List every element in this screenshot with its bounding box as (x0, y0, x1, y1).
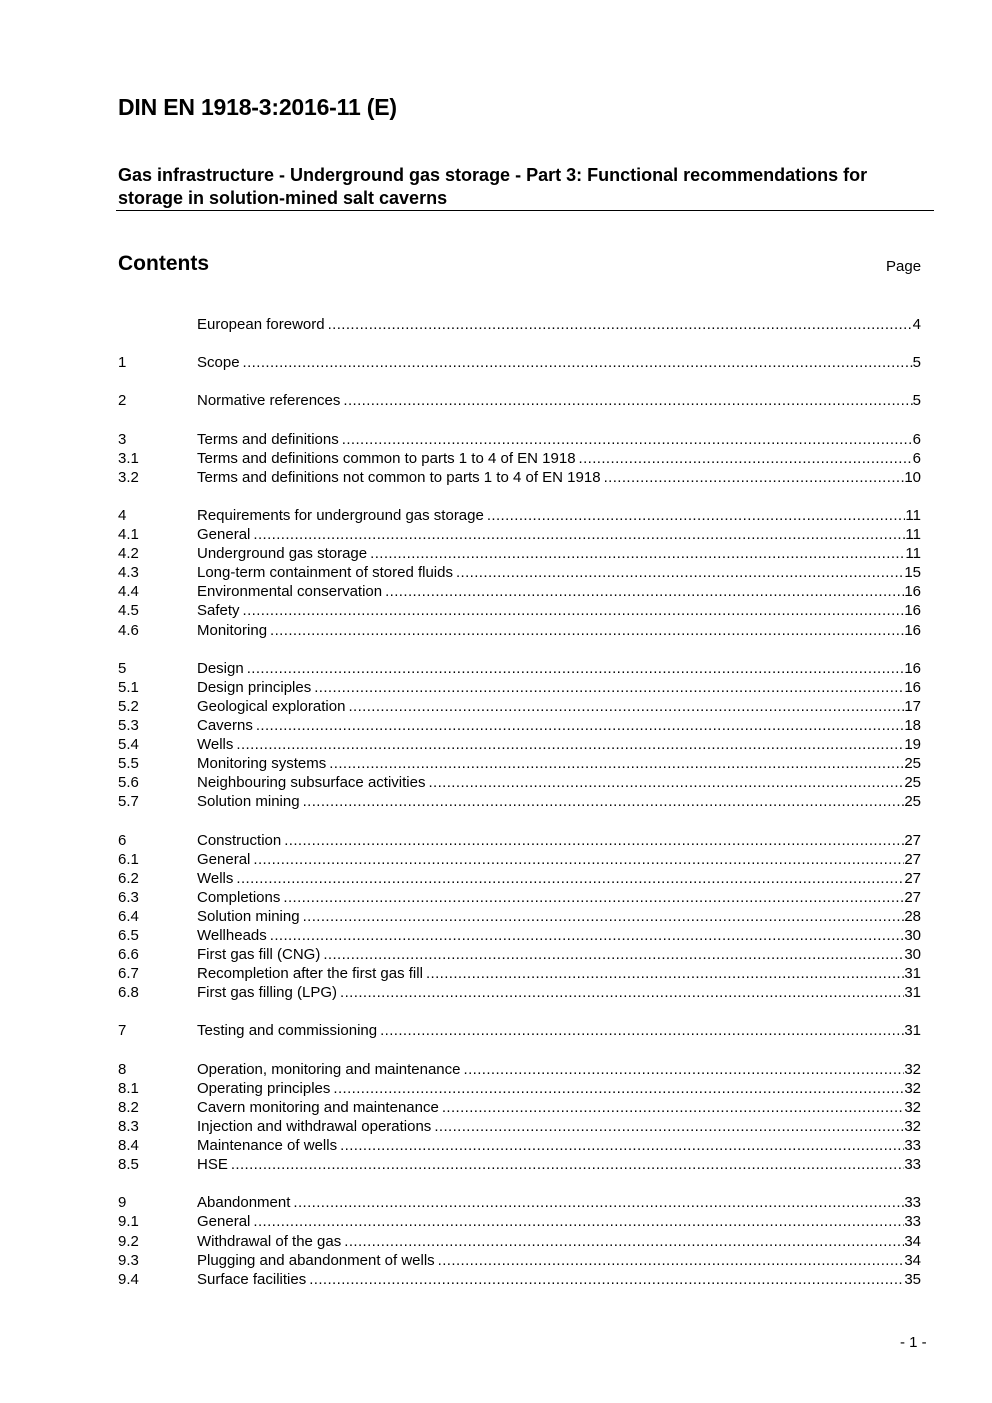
toc-entry-title: Terms and definitions common to parts 1 to 4 of EN 1918 (197, 449, 576, 467)
toc-entry-number: 5.4 (118, 736, 139, 754)
toc-entry-title: Normative references (197, 392, 341, 410)
toc-entry-number: 5.6 (118, 774, 139, 792)
toc-entry-page: 11 (905, 506, 921, 524)
toc-entry[interactable] (118, 506, 921, 525)
toc-entry-page: 27 (904, 850, 921, 868)
toc-entry-title: Cavern monitoring and maintenance (197, 1098, 439, 1116)
toc-entry-title: Surface facilities (197, 1270, 307, 1288)
table-of-contents (118, 315, 921, 1289)
toc-entry-number: 3.1 (118, 449, 139, 467)
toc-entry-page: 32 (904, 1098, 921, 1116)
toc-entry-page: 5 (912, 392, 921, 410)
toc-entry-page: 16 (904, 621, 921, 639)
toc-entry[interactable] (118, 792, 921, 811)
toc-entry[interactable] (118, 1193, 921, 1212)
toc-entry-number: 4.5 (118, 602, 139, 620)
toc-entry[interactable] (118, 964, 921, 983)
toc-entry[interactable] (118, 773, 921, 792)
toc-dot-leader (579, 449, 913, 468)
toc-dot-leader (340, 983, 904, 1002)
toc-dot-leader (243, 601, 905, 620)
toc-entry-page: 25 (904, 774, 921, 792)
toc-entry-title: Solution mining (197, 793, 300, 811)
toc-entry[interactable] (118, 888, 921, 907)
toc-entry-number: 6.6 (118, 946, 139, 964)
toc-dot-leader (344, 1232, 904, 1251)
toc-entry-page: 16 (904, 602, 921, 620)
page-column-label: Page (886, 258, 922, 275)
toc-entry-number: 5.7 (118, 793, 139, 811)
document-id: DIN EN 1918-3:2016-11 (E) (118, 94, 397, 120)
toc-entry[interactable] (118, 353, 921, 372)
toc-entry-number: 7 (118, 1022, 127, 1040)
toc-entry-page: 19 (904, 736, 921, 754)
toc-entry-title: General (197, 1213, 251, 1231)
toc-entry-title: Wells (197, 869, 234, 887)
toc-entry-number: 5.2 (118, 697, 139, 715)
toc-entry-number: 3 (118, 430, 127, 448)
page-number: - 1 - (900, 1334, 927, 1351)
toc-entry[interactable] (118, 1117, 921, 1136)
toc-dot-leader (283, 888, 904, 907)
toc-entry-page: 33 (904, 1194, 921, 1212)
toc-entry-title: First gas filling (LPG) (197, 984, 338, 1002)
toc-dot-leader (370, 544, 905, 563)
toc-entry-number: 5 (118, 659, 127, 677)
toc-entry[interactable] (118, 621, 921, 640)
toc-entry[interactable] (118, 907, 921, 926)
toc-dot-leader (380, 1021, 904, 1040)
toc-entry-title: Operation, monitoring and maintenance (197, 1060, 461, 1078)
toc-dot-leader (434, 1117, 904, 1136)
toc-entry-page: 27 (904, 831, 921, 849)
toc-entry[interactable] (118, 697, 921, 716)
toc-entry-title: Maintenance of wells (197, 1137, 338, 1155)
toc-entry-title: First gas fill (CNG) (197, 946, 321, 964)
toc-entry[interactable] (118, 850, 921, 869)
toc-entry[interactable] (118, 1098, 921, 1117)
toc-dot-leader (464, 1060, 905, 1079)
toc-dot-leader (348, 697, 904, 716)
toc-entry-page: 27 (904, 888, 921, 906)
toc-dot-leader (604, 468, 905, 487)
toc-entry-page: 31 (904, 1022, 921, 1040)
toc-dot-leader (328, 315, 913, 334)
toc-dot-leader (253, 1212, 904, 1231)
toc-entry[interactable] (118, 983, 921, 1002)
contents-heading: Contents (118, 252, 209, 275)
toc-entry-title: Scope (197, 354, 240, 372)
toc-entry-title: Design principles (197, 678, 312, 696)
toc-entry-page: 6 (912, 449, 921, 467)
title-divider (116, 210, 934, 211)
toc-entry-page: 25 (904, 755, 921, 773)
toc-entry[interactable] (118, 315, 921, 334)
toc-dot-leader (426, 964, 904, 983)
toc-dot-leader (314, 678, 904, 697)
toc-entry-title: Operating principles (197, 1079, 331, 1097)
toc-entry-title: Caverns (197, 716, 253, 734)
toc-entry-page: 27 (904, 869, 921, 887)
toc-entry[interactable] (118, 1212, 921, 1231)
toc-entry-page: 15 (904, 564, 921, 582)
toc-entry-number: 6.1 (118, 850, 139, 868)
toc-entry[interactable] (118, 678, 921, 697)
toc-entry-title: Neighbouring subsurface activities (197, 774, 426, 792)
toc-entry-page: 34 (904, 1232, 921, 1250)
toc-entry-number: 6 (118, 831, 127, 849)
toc-dot-leader (329, 754, 904, 773)
toc-entry-title: Environmental conservation (197, 583, 383, 601)
document-title: Gas infrastructure - Underground gas storage - Part 3: Functional recommendations for storage in solution-mined salt caverns (118, 165, 868, 208)
toc-entry-number: 4.1 (118, 526, 139, 544)
toc-entry-page: 33 (904, 1156, 921, 1174)
toc-dot-leader (456, 563, 904, 582)
toc-entry-title: Abandonment (197, 1194, 291, 1212)
toc-entry-title: Withdrawal of the gas (197, 1232, 342, 1250)
toc-entry-page: 11 (905, 545, 921, 563)
toc-entry-page: 6 (912, 430, 921, 448)
toc-entry-number: 6.5 (118, 927, 139, 944)
toc-entry-number: 8.2 (118, 1098, 139, 1116)
toc-entry[interactable] (118, 468, 921, 487)
toc-dot-leader (284, 831, 904, 850)
toc-entry-title: Terms and definitions not common to parts 1 to 4 of EN 1918 (197, 468, 601, 486)
toc-entry-page: 31 (904, 965, 921, 983)
toc-entry-page: 32 (904, 1060, 921, 1078)
toc-entry-title: Terms and definitions (197, 430, 339, 448)
toc-dot-leader (236, 735, 904, 754)
toc-dot-leader (309, 1270, 904, 1289)
toc-dot-leader (428, 773, 904, 792)
toc-entry[interactable] (118, 735, 921, 754)
toc-entry-page: 30 (904, 927, 921, 944)
toc-dot-leader (333, 1079, 904, 1098)
toc-entry[interactable] (118, 869, 921, 888)
toc-entry-number: 5.3 (118, 716, 139, 734)
toc-entry-number: 6.3 (118, 888, 139, 906)
toc-entry-number: 8.5 (118, 1156, 139, 1174)
toc-entry[interactable] (118, 582, 921, 601)
toc-entry-number: 8.4 (118, 1137, 139, 1155)
toc-entry-page: 30 (904, 946, 921, 964)
toc-entry-number: 9.3 (118, 1251, 139, 1269)
toc-entry-number: 4.4 (118, 583, 139, 601)
toc-entry-page: 10 (904, 468, 921, 486)
toc-entry-number: 6.8 (118, 984, 139, 1002)
toc-entry-title: European foreword (197, 316, 325, 333)
toc-entry-title: Design (197, 659, 244, 677)
toc-dot-leader (256, 716, 904, 735)
toc-entry-title: Long-term containment of stored fluids (197, 564, 453, 582)
toc-entry-page: 4 (912, 316, 921, 333)
toc-entry-number: 8.1 (118, 1079, 139, 1097)
toc-dot-leader (303, 907, 905, 926)
toc-entry-number: 4.2 (118, 545, 139, 563)
toc-dot-leader (340, 1136, 904, 1155)
toc-entry-number: 6.4 (118, 907, 139, 925)
toc-entry-number: 5.1 (118, 678, 139, 696)
toc-dot-leader (343, 391, 912, 410)
toc-entry-title: Completions (197, 888, 281, 906)
toc-entry-page: 35 (904, 1270, 921, 1288)
toc-entry-number: 6.2 (118, 869, 139, 887)
toc-entry[interactable] (118, 430, 921, 449)
toc-entry[interactable] (118, 659, 921, 678)
toc-dot-leader (270, 621, 904, 640)
toc-dot-leader (442, 1098, 905, 1117)
toc-dot-leader (323, 945, 904, 964)
toc-dot-leader (236, 869, 904, 888)
toc-entry-title: Monitoring systems (197, 755, 327, 773)
toc-entry[interactable] (118, 1155, 921, 1174)
toc-entry-page: 18 (904, 716, 921, 734)
toc-entry[interactable] (118, 525, 921, 544)
toc-entry[interactable] (118, 1270, 921, 1289)
toc-entry-number: 6.7 (118, 965, 139, 983)
toc-dot-leader (247, 659, 905, 678)
toc-entry-title: Monitoring (197, 621, 268, 639)
toc-entry-page: 16 (904, 659, 921, 677)
toc-entry-title: Injection and withdrawal operations (197, 1117, 432, 1135)
toc-entry-number: 9 (118, 1194, 127, 1212)
toc-entry[interactable] (118, 1060, 921, 1079)
toc-dot-leader (385, 582, 904, 601)
toc-entry-page: 33 (904, 1213, 921, 1231)
toc-entry[interactable] (118, 563, 921, 582)
toc-entry-title: Plugging and abandonment of wells (197, 1251, 435, 1269)
toc-entry-title: General (197, 526, 251, 544)
toc-entry-page: 28 (904, 907, 921, 925)
toc-entry[interactable] (118, 601, 921, 620)
toc-entry[interactable] (118, 831, 921, 850)
toc-entry-number: 8.3 (118, 1117, 139, 1135)
toc-entry-number: 5.5 (118, 755, 139, 773)
toc-entry-page: 34 (904, 1251, 921, 1269)
toc-entry-number: 8 (118, 1060, 127, 1078)
toc-dot-leader (270, 926, 905, 945)
toc-entry-number: 9.2 (118, 1232, 139, 1250)
toc-entry[interactable] (118, 1021, 921, 1040)
toc-entry[interactable] (118, 1251, 921, 1270)
toc-entry-title: Wellheads (197, 927, 267, 944)
toc-entry-page: 5 (912, 354, 921, 372)
toc-entry-number: 2 (118, 392, 127, 410)
toc-entry-title: Underground gas storage (197, 545, 368, 563)
toc-entry[interactable] (118, 716, 921, 735)
toc-entry-title: HSE (197, 1156, 228, 1174)
toc-entry[interactable] (118, 754, 921, 773)
toc-entry-title: Requirements for underground gas storage (197, 506, 484, 524)
toc-entry-title: Construction (197, 831, 282, 849)
toc-entry-number: 1 (118, 354, 127, 372)
toc-entry-page: 25 (904, 793, 921, 811)
toc-dot-leader (293, 1193, 904, 1212)
toc-entry-number: 4 (118, 506, 127, 524)
toc-entry-number: 9.4 (118, 1270, 139, 1288)
toc-entry-number: 4.3 (118, 564, 139, 582)
toc-entry-number: 9.1 (118, 1213, 139, 1231)
toc-entry-page: 11 (905, 526, 921, 544)
toc-entry-number: 4.6 (118, 621, 139, 639)
toc-entry-page: 16 (904, 678, 921, 696)
toc-entry[interactable] (118, 1136, 921, 1155)
toc-entry-page: 17 (904, 697, 921, 715)
toc-entry[interactable] (118, 1079, 921, 1098)
toc-entry-page: 16 (904, 583, 921, 601)
toc-entry-page: 33 (904, 1137, 921, 1155)
toc-entry[interactable] (118, 926, 921, 945)
toc-entry[interactable] (118, 945, 921, 964)
toc-dot-leader (342, 430, 913, 449)
toc-entry-title: Geological exploration (197, 697, 346, 715)
toc-entry[interactable] (118, 1232, 921, 1251)
toc-entry-title: Safety (197, 602, 240, 620)
toc-dot-leader (487, 506, 906, 525)
toc-entry-page: 31 (904, 984, 921, 1002)
toc-entry-title: Wells (197, 736, 234, 754)
toc-entry-title: Solution mining (197, 907, 300, 925)
toc-entry-title: Testing and commissioning (197, 1022, 378, 1040)
toc-dot-leader (438, 1251, 905, 1270)
toc-entry-number: 3.2 (118, 468, 139, 486)
toc-entry[interactable] (118, 391, 921, 410)
toc-dot-leader (303, 792, 905, 811)
toc-entry-page: 32 (904, 1117, 921, 1135)
toc-entry-title: General (197, 850, 251, 868)
toc-dot-leader (253, 850, 904, 869)
toc-dot-leader (243, 353, 913, 372)
toc-dot-leader (253, 525, 905, 544)
toc-entry-title: Recompletion after the first gas fill (197, 965, 423, 983)
toc-entry[interactable] (118, 544, 921, 563)
toc-entry[interactable] (118, 449, 921, 468)
toc-entry-page: 32 (904, 1079, 921, 1097)
toc-dot-leader (231, 1155, 904, 1174)
